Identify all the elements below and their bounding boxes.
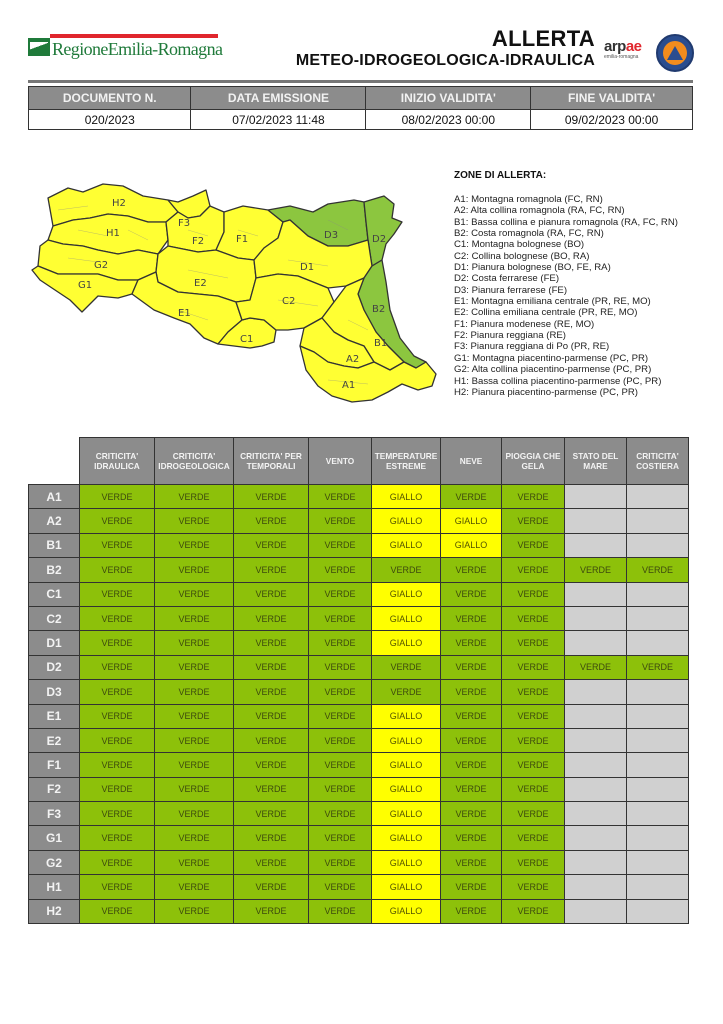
table-row: [29, 631, 689, 655]
svg-text:G2: G2: [94, 260, 109, 271]
alert-level-cell: VERDE: [155, 606, 234, 630]
alert-level-cell: VERDE: [155, 875, 234, 899]
alert-level-cell: VERDE: [234, 631, 309, 655]
alert-level-cell: VERDE: [502, 704, 565, 728]
alert-level-cell: VERDE: [502, 753, 565, 777]
alert-level-cell: VERDE: [234, 850, 309, 874]
svg-text:H2: H2: [112, 198, 126, 209]
table-row: [29, 533, 689, 557]
alert-level-cell: VERDE: [155, 850, 234, 874]
not-applicable-cell: [627, 899, 689, 923]
alert-levels-table: [28, 437, 689, 924]
header-divider: [28, 80, 693, 83]
alert-level-cell: VERDE: [155, 509, 234, 533]
alert-level-cell: VERDE: [502, 485, 565, 509]
alert-level-cell: VERDE: [309, 558, 372, 582]
legend-item: D1: Pianura bolognese (BO, FE, RA): [454, 262, 611, 274]
table-row: [29, 509, 689, 533]
table-row: [29, 826, 689, 850]
svg-text:B1: B1: [374, 338, 388, 349]
legend-item: F2: Pianura reggiana (RE): [454, 330, 566, 342]
alert-level-cell: VERDE: [234, 899, 309, 923]
header-inizio-validita: INIZIO VALIDITA': [366, 87, 531, 110]
alert-level-cell: VERDE: [80, 875, 155, 899]
alert-level-cell: VERDE: [155, 582, 234, 606]
alert-level-cell: VERDE: [80, 582, 155, 606]
legend-item: E2: Collina emiliana centrale (PR, RE, MO): [454, 307, 638, 319]
alert-level-cell: VERDE: [309, 533, 372, 557]
alert-level-cell: VERDE: [441, 826, 502, 850]
alert-level-cell: VERDE: [441, 899, 502, 923]
alert-level-cell: VERDE: [309, 704, 372, 728]
not-applicable-cell: [565, 606, 627, 630]
table-row: [29, 655, 689, 679]
alert-level-cell: VERDE: [80, 777, 155, 801]
alert-level-cell: VERDE: [155, 802, 234, 826]
alert-level-cell: VERDE: [309, 850, 372, 874]
legend-item: A2: Alta collina romagnola (RA, FC, RN): [454, 205, 625, 217]
alert-level-cell: VERDE: [80, 533, 155, 557]
alert-level-cell: VERDE: [234, 728, 309, 752]
svg-text:D1: D1: [300, 262, 315, 273]
alert-level-cell: VERDE: [80, 655, 155, 679]
legend-item: G2: Alta collina piacentino-parmense (PC, PR): [454, 364, 652, 376]
alert-level-cell: VERDE: [155, 728, 234, 752]
not-applicable-cell: [565, 582, 627, 606]
alert-level-cell: VERDE: [441, 606, 502, 630]
not-applicable-cell: [627, 826, 689, 850]
alert-level-cell: VERDE: [502, 606, 565, 630]
alert-level-cell: VERDE: [441, 680, 502, 704]
alert-level-cell: VERDE: [441, 631, 502, 655]
page-subtitle: METEO-IDROGEOLOGICA-IDRAULICA: [295, 52, 595, 69]
svg-text:F2: F2: [192, 236, 205, 247]
alert-level-cell: VERDE: [309, 631, 372, 655]
alert-level-cell: VERDE: [234, 533, 309, 557]
alert-level-cell: VERDE: [502, 728, 565, 752]
page-title: ALLERTA: [491, 26, 595, 51]
arpae-subtitle: emilia-romagna: [604, 54, 639, 60]
zone-label: A2: [29, 509, 80, 533]
alert-level-cell: VERDE: [155, 704, 234, 728]
not-applicable-cell: [565, 777, 627, 801]
alert-level-cell: GIALLO: [372, 606, 441, 630]
alert-level-cell: VERDE: [372, 680, 441, 704]
not-applicable-cell: [627, 777, 689, 801]
data-emissione: 07/02/2023 11:48: [191, 110, 366, 130]
alert-level-cell: VERDE: [309, 875, 372, 899]
table-row: [29, 680, 689, 704]
not-applicable-cell: [565, 850, 627, 874]
zone-label: E1: [29, 704, 80, 728]
alert-level-cell: VERDE: [309, 777, 372, 801]
legend-item: B2: Costa romagnola (RA, FC, RN): [454, 228, 604, 240]
not-applicable-cell: [627, 533, 689, 557]
logo-red-bar: [50, 34, 218, 38]
legend-title: ZONE DI ALLERTA:: [454, 170, 547, 181]
alert-level-cell: VERDE: [502, 802, 565, 826]
not-applicable-cell: [627, 802, 689, 826]
alert-level-cell: VERDE: [234, 704, 309, 728]
arpae-brand-b: ae: [625, 38, 642, 55]
alert-level-cell: GIALLO: [372, 899, 441, 923]
alert-level-cell: VERDE: [155, 631, 234, 655]
alert-level-cell: VERDE: [155, 753, 234, 777]
svg-text:E2: E2: [194, 278, 207, 289]
regione-emilia-romagna-logo: [28, 34, 223, 59]
zone-legend: [454, 170, 719, 398]
zone-label: G2: [29, 850, 80, 874]
legend-item: H2: Pianura piacentino-parmense (PC, PR): [454, 386, 638, 398]
alert-level-cell: VERDE: [502, 850, 565, 874]
column-header: CRITICITA' PER TEMPORALI: [234, 438, 309, 485]
arpae-brand: [604, 38, 650, 55]
alert-level-cell: VERDE: [234, 606, 309, 630]
not-applicable-cell: [565, 753, 627, 777]
header-documento: DOCUMENTO N.: [29, 87, 191, 110]
alert-level-cell: VERDE: [441, 802, 502, 826]
alert-level-cell: VERDE: [441, 558, 502, 582]
column-header: STATO DEL MARE: [565, 438, 627, 485]
alert-level-cell: VERDE: [234, 826, 309, 850]
alert-level-cell: VERDE: [155, 680, 234, 704]
table-row: [29, 850, 689, 874]
alert-level-cell: VERDE: [234, 753, 309, 777]
svg-text:F1: F1: [236, 234, 249, 245]
column-header: CRITICITA' IDROGEOLOGICA: [155, 438, 234, 485]
column-header: VENTO: [309, 438, 372, 485]
alert-level-cell: VERDE: [502, 509, 565, 533]
not-applicable-cell: [565, 826, 627, 850]
alert-level-cell: VERDE: [234, 509, 309, 533]
alert-level-cell: VERDE: [309, 606, 372, 630]
alert-level-cell: GIALLO: [441, 509, 502, 533]
alert-level-cell: GIALLO: [372, 875, 441, 899]
table-row: [29, 875, 689, 899]
alert-level-cell: VERDE: [502, 582, 565, 606]
alert-level-cell: VERDE: [234, 802, 309, 826]
alert-level-cell: VERDE: [155, 533, 234, 557]
region-map-svg: [28, 170, 448, 412]
alert-level-cell: VERDE: [441, 704, 502, 728]
alert-level-cell: VERDE: [80, 850, 155, 874]
alert-level-cell: VERDE: [80, 631, 155, 655]
svg-text:H1: H1: [106, 228, 120, 239]
not-applicable-cell: [627, 850, 689, 874]
zone-label: H1: [29, 875, 80, 899]
alert-level-cell: GIALLO: [372, 826, 441, 850]
alert-level-cell: VERDE: [441, 485, 502, 509]
alert-level-cell: VERDE: [234, 582, 309, 606]
not-applicable-cell: [627, 875, 689, 899]
svg-text:C2: C2: [282, 296, 296, 307]
not-applicable-cell: [627, 704, 689, 728]
alert-zones-map: [28, 170, 448, 412]
svg-text:F3: F3: [178, 218, 191, 229]
alert-level-cell: VERDE: [309, 485, 372, 509]
legend-item: C1: Montagna bolognese (BO): [454, 239, 585, 251]
not-applicable-cell: [565, 875, 627, 899]
alert-level-cell: GIALLO: [372, 582, 441, 606]
alert-level-cell: VERDE: [309, 582, 372, 606]
alert-level-cell: GIALLO: [372, 753, 441, 777]
alert-level-cell: GIALLO: [372, 509, 441, 533]
document-info-header-row: [29, 87, 693, 110]
alert-level-cell: VERDE: [155, 777, 234, 801]
alert-level-cell: VERDE: [234, 655, 309, 679]
svg-text:D2: D2: [372, 234, 387, 245]
table-row: [29, 704, 689, 728]
table-row: [29, 485, 689, 509]
alert-level-cell: VERDE: [80, 826, 155, 850]
not-applicable-cell: [627, 728, 689, 752]
alert-level-cell: GIALLO: [441, 533, 502, 557]
alert-level-cell: VERDE: [80, 753, 155, 777]
zone-label: F1: [29, 753, 80, 777]
alert-level-cell: VERDE: [502, 631, 565, 655]
zone-label: D1: [29, 631, 80, 655]
alert-level-cell: VERDE: [502, 875, 565, 899]
table-row: [29, 582, 689, 606]
column-header: CRITICITA' IDRAULICA: [80, 438, 155, 485]
alert-level-cell: VERDE: [80, 485, 155, 509]
not-applicable-cell: [565, 485, 627, 509]
inizio-validita: 08/02/2023 00:00: [366, 110, 531, 130]
documento-number: 020/2023: [29, 110, 191, 130]
zone-label: B1: [29, 533, 80, 557]
zone-label: C2: [29, 606, 80, 630]
table-row: [29, 899, 689, 923]
legend-items: [454, 194, 719, 398]
alert-level-cell: VERDE: [441, 753, 502, 777]
document-info-value-row: [29, 110, 693, 130]
alert-level-cell: VERDE: [441, 582, 502, 606]
legend-item: D3: Pianura ferrarese (FE): [454, 284, 568, 296]
not-applicable-cell: [565, 680, 627, 704]
legend-item: F1: Pianura modenese (RE, MO): [454, 318, 595, 330]
not-applicable-cell: [627, 753, 689, 777]
alert-level-cell: VERDE: [80, 680, 155, 704]
alert-level-cell: VERDE: [80, 728, 155, 752]
not-applicable-cell: [565, 704, 627, 728]
alert-table-body: [29, 485, 689, 924]
arpae-logo: [604, 38, 650, 60]
alert-level-cell: VERDE: [309, 680, 372, 704]
alert-level-cell: VERDE: [441, 850, 502, 874]
alert-level-cell: VERDE: [502, 899, 565, 923]
zone-label: D3: [29, 680, 80, 704]
legend-item: F3: Pianura reggiana di Po (PR, RE): [454, 341, 610, 353]
logo-text: RegioneEmilia-Romagna: [52, 39, 223, 59]
alert-level-cell: VERDE: [627, 558, 689, 582]
legend-item: H1: Bassa collina piacentino-parmense (PC, PR): [454, 375, 662, 387]
alert-level-cell: VERDE: [372, 558, 441, 582]
table-row: [29, 802, 689, 826]
alert-level-cell: VERDE: [155, 558, 234, 582]
alert-level-cell: GIALLO: [372, 533, 441, 557]
alert-level-cell: VERDE: [309, 728, 372, 752]
not-applicable-cell: [565, 802, 627, 826]
alert-level-cell: GIALLO: [372, 631, 441, 655]
alert-level-cell: VERDE: [234, 875, 309, 899]
not-applicable-cell: [627, 509, 689, 533]
alert-level-cell: VERDE: [309, 802, 372, 826]
alert-table-header-row: [29, 438, 689, 485]
alert-level-cell: VERDE: [502, 777, 565, 801]
column-header: TEMPERATURE ESTREME: [372, 438, 441, 485]
alert-level-cell: GIALLO: [372, 850, 441, 874]
corner-cell: [29, 438, 80, 485]
fine-validita: 09/02/2023 00:00: [531, 110, 693, 130]
alert-level-cell: VERDE: [234, 680, 309, 704]
zone-label: C1: [29, 582, 80, 606]
not-applicable-cell: [627, 631, 689, 655]
legend-item: D2: Costa ferrarese (FE): [454, 273, 560, 285]
column-header: PIOGGIA CHE GELA: [502, 438, 565, 485]
zone-label: G1: [29, 826, 80, 850]
alert-level-cell: VERDE: [80, 606, 155, 630]
alert-level-cell: VERDE: [234, 485, 309, 509]
alert-level-cell: VERDE: [309, 509, 372, 533]
alert-level-cell: VERDE: [441, 777, 502, 801]
legend-item: E1: Montagna emiliana centrale (PR, RE, MO): [454, 296, 651, 308]
alert-level-cell: GIALLO: [372, 704, 441, 728]
zone-label: B2: [29, 558, 80, 582]
alert-level-cell: VERDE: [502, 558, 565, 582]
alert-level-cell: VERDE: [80, 899, 155, 923]
zone-label: D2: [29, 655, 80, 679]
not-applicable-cell: [565, 631, 627, 655]
zone-label: F3: [29, 802, 80, 826]
alert-level-cell: GIALLO: [372, 777, 441, 801]
zone-label: H2: [29, 899, 80, 923]
column-header: CRITICITA' COSTIERA: [627, 438, 689, 485]
alert-level-cell: VERDE: [441, 875, 502, 899]
alert-level-cell: VERDE: [565, 655, 627, 679]
not-applicable-cell: [627, 582, 689, 606]
legend-item: B1: Bassa collina e pianura romagnola (RA, FC, RN): [454, 216, 678, 228]
svg-text:D3: D3: [324, 230, 339, 241]
header-fine-validita: FINE VALIDITA': [531, 87, 693, 110]
header-data-emissione: DATA EMISSIONE: [191, 87, 366, 110]
column-header: NEVE: [441, 438, 502, 485]
zone-label: E2: [29, 728, 80, 752]
alert-level-cell: VERDE: [441, 655, 502, 679]
protezione-civile-logo-icon: [656, 34, 694, 72]
svg-text:E1: E1: [178, 308, 191, 319]
alert-level-cell: VERDE: [502, 826, 565, 850]
alert-level-cell: GIALLO: [372, 728, 441, 752]
not-applicable-cell: [565, 899, 627, 923]
alert-level-cell: VERDE: [309, 899, 372, 923]
not-applicable-cell: [565, 509, 627, 533]
zone-label: F2: [29, 777, 80, 801]
not-applicable-cell: [627, 680, 689, 704]
alert-level-cell: VERDE: [234, 777, 309, 801]
legend-item: A1: Montagna romagnola (FC, RN): [454, 194, 603, 205]
svg-text:A1: A1: [342, 380, 356, 391]
alert-level-cell: VERDE: [155, 899, 234, 923]
legend-item: G1: Montagna piacentino-parmense (PC, PR): [454, 352, 649, 364]
alert-level-cell: VERDE: [155, 485, 234, 509]
legend-item: C2: Collina bolognese (BO, RA): [454, 250, 590, 262]
alert-level-cell: VERDE: [441, 728, 502, 752]
zone-label: A1: [29, 485, 80, 509]
alert-level-cell: VERDE: [627, 655, 689, 679]
svg-text:C1: C1: [240, 334, 254, 345]
alert-level-cell: VERDE: [234, 558, 309, 582]
alert-level-cell: VERDE: [372, 655, 441, 679]
table-row: [29, 777, 689, 801]
not-applicable-cell: [565, 728, 627, 752]
table-row: [29, 728, 689, 752]
alert-level-cell: VERDE: [502, 655, 565, 679]
table-row: [29, 606, 689, 630]
region-flag-icon: [28, 38, 50, 56]
alert-level-cell: VERDE: [309, 826, 372, 850]
arpae-brand-a: arp: [604, 38, 626, 55]
table-row: [29, 753, 689, 777]
svg-text:G1: G1: [78, 280, 93, 291]
table-row: [29, 558, 689, 582]
alert-level-cell: VERDE: [80, 802, 155, 826]
alert-level-cell: VERDE: [155, 655, 234, 679]
alert-level-cell: VERDE: [309, 753, 372, 777]
alert-level-cell: VERDE: [565, 558, 627, 582]
alert-level-cell: VERDE: [155, 826, 234, 850]
alert-level-cell: VERDE: [309, 655, 372, 679]
alert-level-cell: GIALLO: [372, 485, 441, 509]
alert-level-cell: GIALLO: [372, 802, 441, 826]
not-applicable-cell: [627, 606, 689, 630]
svg-text:A2: A2: [346, 354, 360, 365]
alert-level-cell: VERDE: [502, 533, 565, 557]
alert-level-cell: VERDE: [80, 558, 155, 582]
alert-level-cell: VERDE: [80, 509, 155, 533]
not-applicable-cell: [565, 533, 627, 557]
alert-level-cell: VERDE: [502, 680, 565, 704]
not-applicable-cell: [627, 485, 689, 509]
svg-text:B2: B2: [372, 304, 386, 315]
alert-level-cell: VERDE: [80, 704, 155, 728]
document-info-table: [28, 86, 693, 130]
